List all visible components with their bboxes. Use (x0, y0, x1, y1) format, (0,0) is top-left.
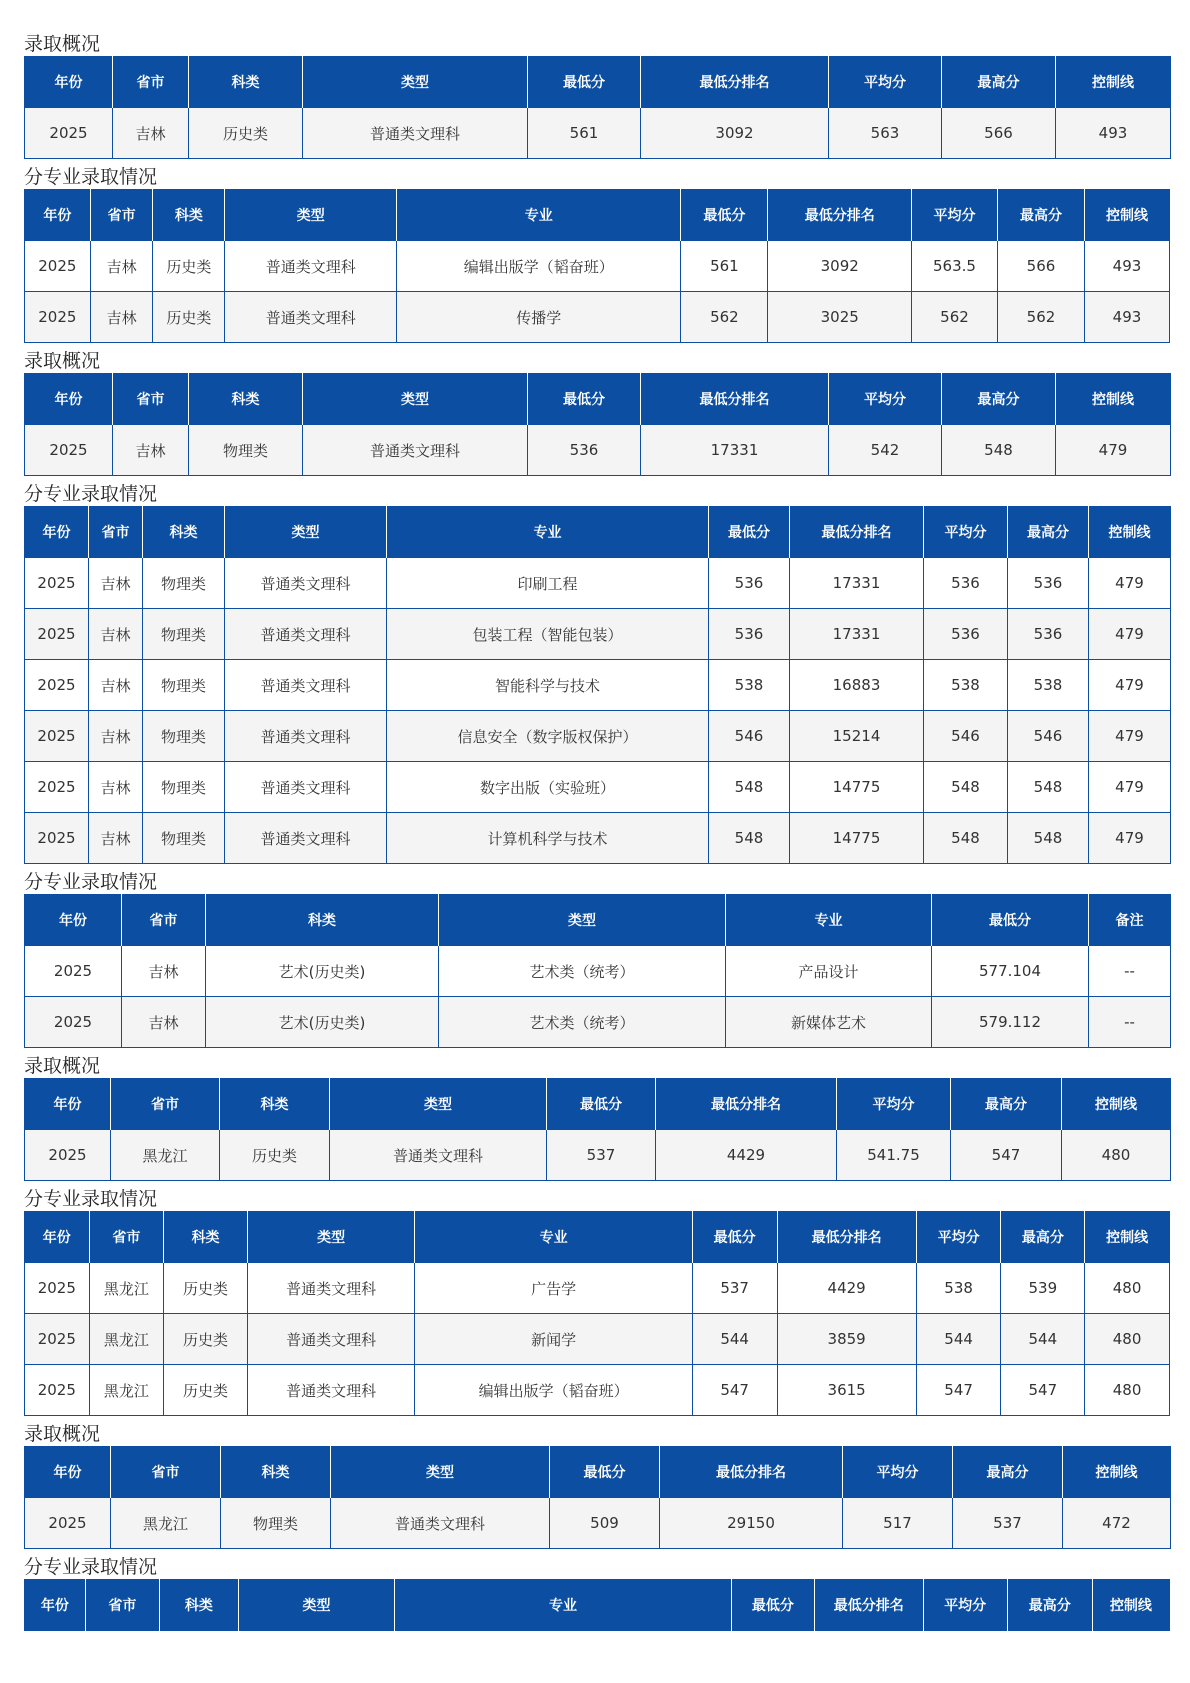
table-cell: 3025 (768, 292, 912, 343)
table-cell: 2025 (25, 1498, 111, 1549)
column-header: 平均分 (923, 1580, 1007, 1631)
table-cell: 2025 (25, 1130, 111, 1181)
table-cell: 16883 (790, 660, 924, 711)
table-cell: 物理类 (221, 1498, 331, 1549)
table-cell: 传播学 (397, 292, 681, 343)
table-header-row (25, 1212, 1170, 1263)
column-header: 省市 (85, 1580, 159, 1631)
table-cell: 艺术(历史类) (206, 997, 439, 1048)
table-cell: 包装工程（智能包装） (387, 609, 709, 660)
column-header: 专业 (726, 895, 932, 946)
table-cell: 561 (528, 108, 641, 159)
table-cell: 吉林 (89, 660, 143, 711)
table-cell: 历史类 (164, 1263, 248, 1314)
column-header: 最低分排名 (656, 1079, 837, 1130)
table-cell: 历史类 (153, 292, 225, 343)
table-cell: 479 (1089, 813, 1171, 864)
table-cell: 561 (681, 241, 768, 292)
column-header: 控制线 (1085, 1212, 1170, 1263)
table-cell: 548 (1008, 813, 1089, 864)
table-header-row (25, 895, 1171, 946)
table-cell: 2025 (25, 1263, 90, 1314)
column-header: 年份 (25, 507, 89, 558)
column-header: 控制线 (1063, 1447, 1171, 1498)
column-header: 最低分排名 (660, 1447, 843, 1498)
column-header: 最高分 (953, 1447, 1063, 1498)
table-cell: -- (1089, 946, 1171, 997)
table-cell: 547 (1001, 1365, 1085, 1416)
column-header: 平均分 (843, 1447, 953, 1498)
section-title: 分专业录取情况 (24, 1188, 158, 1210)
table-cell: 547 (916, 1365, 1001, 1416)
column-header: 最低分 (709, 507, 790, 558)
column-header: 最低分 (692, 1212, 777, 1263)
table-cell: 480 (1062, 1130, 1171, 1181)
table-cell: 新媒体艺术 (726, 997, 932, 1048)
column-header: 年份 (25, 895, 122, 946)
table-cell: 吉林 (90, 292, 153, 343)
column-header: 类型 (303, 57, 528, 108)
table-cell: 普通类文理科 (225, 292, 397, 343)
table-cell: 479 (1089, 762, 1171, 813)
table-cell: 547 (951, 1130, 1062, 1181)
table-cell: 物理类 (189, 425, 303, 476)
table-cell: 新闻学 (415, 1314, 692, 1365)
table-cell: 544 (1001, 1314, 1085, 1365)
column-header: 年份 (25, 1212, 90, 1263)
table-cell: 2025 (25, 1314, 90, 1365)
table-cell: 3092 (641, 108, 829, 159)
major-admission-table (24, 189, 1170, 343)
table-cell: 517 (843, 1498, 953, 1549)
table-cell: 472 (1063, 1498, 1171, 1549)
table-cell: 538 (916, 1263, 1001, 1314)
table-cell: 历史类 (189, 108, 303, 159)
table-cell: 493 (1084, 241, 1169, 292)
column-header: 科类 (159, 1580, 238, 1631)
column-header: 平均分 (924, 507, 1008, 558)
table-cell: 物理类 (143, 813, 225, 864)
table-cell: 577.104 (932, 946, 1089, 997)
column-header: 科类 (221, 1447, 331, 1498)
table-cell: 548 (709, 813, 790, 864)
table-cell: 2025 (25, 813, 89, 864)
table-cell: 吉林 (122, 946, 206, 997)
table-cell: 2025 (25, 762, 89, 813)
column-header: 专业 (397, 190, 681, 241)
column-header: 最高分 (1001, 1212, 1085, 1263)
column-header: 平均分 (912, 190, 998, 241)
column-header: 最低分排名 (777, 1212, 916, 1263)
column-header: 控制线 (1056, 374, 1171, 425)
column-header: 控制线 (1062, 1079, 1171, 1130)
column-header: 最高分 (1007, 1580, 1092, 1631)
table-cell: 538 (709, 660, 790, 711)
table-row (25, 425, 1171, 476)
table-cell: 数字出版（实验班） (387, 762, 709, 813)
admission-summary-table (24, 1446, 1171, 1549)
table-cell: 544 (692, 1314, 777, 1365)
table-cell: 479 (1089, 558, 1171, 609)
table-cell: 普通类文理科 (247, 1314, 414, 1365)
table-cell: 智能科学与技术 (387, 660, 709, 711)
column-header: 最低分 (528, 374, 641, 425)
table-cell: 普通类文理科 (225, 558, 387, 609)
table-cell: 物理类 (143, 609, 225, 660)
table-cell: 历史类 (164, 1365, 248, 1416)
column-header: 控制线 (1056, 57, 1171, 108)
table-row (25, 1365, 1170, 1416)
column-header: 类型 (303, 374, 528, 425)
table-row (25, 711, 1171, 762)
table-cell: 黑龙江 (89, 1263, 164, 1314)
table-header-row (25, 57, 1171, 108)
table-cell: 物理类 (143, 762, 225, 813)
section-title: 录取概况 (24, 33, 101, 55)
table-row (25, 813, 1171, 864)
column-header: 专业 (415, 1212, 692, 1263)
table-header-row (25, 1079, 1171, 1130)
table-cell: 吉林 (89, 711, 143, 762)
column-header: 省市 (111, 1079, 220, 1130)
column-header: 控制线 (1089, 507, 1171, 558)
column-header: 控制线 (1084, 190, 1169, 241)
table-cell: 562 (997, 292, 1084, 343)
table-cell: 普通类文理科 (225, 813, 387, 864)
table-cell: 493 (1084, 292, 1169, 343)
section-title: 录取概况 (24, 1423, 101, 1445)
table-cell: 538 (924, 660, 1008, 711)
table-row (25, 241, 1170, 292)
table-cell: 17331 (641, 425, 829, 476)
table-cell: 536 (1008, 558, 1089, 609)
table-header-row (25, 374, 1171, 425)
table-cell: 吉林 (113, 108, 189, 159)
column-header: 年份 (25, 374, 113, 425)
column-header: 科类 (164, 1212, 248, 1263)
table-cell: 14775 (790, 762, 924, 813)
table-cell: 493 (1056, 108, 1171, 159)
admission-summary-table (24, 373, 1171, 476)
table-header-row (25, 190, 1170, 241)
table-row (25, 108, 1171, 159)
table-cell: 吉林 (89, 762, 143, 813)
table-cell: 黑龙江 (89, 1365, 164, 1416)
table-cell: 吉林 (122, 997, 206, 1048)
table-cell: 563.5 (912, 241, 998, 292)
column-header: 科类 (189, 57, 303, 108)
table-cell: 29150 (660, 1498, 843, 1549)
table-row (25, 946, 1171, 997)
table-cell: 566 (997, 241, 1084, 292)
table-cell: 物理类 (143, 660, 225, 711)
table-cell: 17331 (790, 609, 924, 660)
table-cell: 历史类 (153, 241, 225, 292)
table-cell: 563 (829, 108, 942, 159)
column-header: 控制线 (1092, 1580, 1169, 1631)
table-cell: 黑龙江 (89, 1314, 164, 1365)
column-header: 最低分排名 (790, 507, 924, 558)
table-cell: 14775 (790, 813, 924, 864)
table-cell: 普通类文理科 (331, 1498, 550, 1549)
column-header: 最低分 (932, 895, 1089, 946)
table-row (25, 609, 1171, 660)
table-cell: 2025 (25, 660, 89, 711)
table-cell: 562 (681, 292, 768, 343)
column-header: 类型 (247, 1212, 414, 1263)
column-header: 省市 (89, 507, 143, 558)
table-row (25, 1130, 1171, 1181)
table-cell: 普通类文理科 (303, 108, 528, 159)
table-cell: 548 (924, 762, 1008, 813)
column-header: 最低分排名 (815, 1580, 924, 1631)
table-cell: 黑龙江 (111, 1130, 220, 1181)
major-admission-table (24, 1579, 1170, 1631)
table-cell: 539 (1001, 1263, 1085, 1314)
column-header: 最低分 (681, 190, 768, 241)
table-cell: 物理类 (143, 711, 225, 762)
table-cell: 546 (924, 711, 1008, 762)
table-cell: 吉林 (89, 558, 143, 609)
column-header: 省市 (89, 1212, 164, 1263)
table-cell: 吉林 (89, 813, 143, 864)
column-header: 最高分 (951, 1079, 1062, 1130)
table-cell: 536 (709, 558, 790, 609)
column-header: 省市 (113, 374, 189, 425)
column-header: 最高分 (942, 374, 1056, 425)
table-cell: 2025 (25, 241, 91, 292)
table-cell: 2025 (25, 108, 113, 159)
column-header: 年份 (25, 1079, 111, 1130)
table-row (25, 660, 1171, 711)
section-title: 分专业录取情况 (24, 1556, 158, 1578)
table-cell: 计算机科学与技术 (387, 813, 709, 864)
table-cell: 536 (709, 609, 790, 660)
column-header: 平均分 (829, 374, 942, 425)
table-cell: 艺术类（统考） (439, 997, 726, 1048)
table-cell: 479 (1089, 711, 1171, 762)
table-cell: 548 (1008, 762, 1089, 813)
table-cell: 479 (1089, 609, 1171, 660)
section-title: 分专业录取情况 (24, 871, 158, 893)
table-cell: 3092 (768, 241, 912, 292)
column-header: 平均分 (837, 1079, 951, 1130)
table-cell: 479 (1089, 660, 1171, 711)
table-cell: 479 (1056, 425, 1171, 476)
table-cell: 480 (1085, 1365, 1170, 1416)
table-cell: 编辑出版学（韬奋班） (397, 241, 681, 292)
table-cell: 542 (829, 425, 942, 476)
table-row (25, 1263, 1170, 1314)
table-cell: 566 (942, 108, 1056, 159)
table-cell: 物理类 (143, 558, 225, 609)
column-header: 最低分 (528, 57, 641, 108)
table-cell: 537 (953, 1498, 1063, 1549)
column-header: 省市 (122, 895, 206, 946)
column-header: 科类 (189, 374, 303, 425)
section-title: 录取概况 (24, 350, 101, 372)
table-cell: 537 (547, 1130, 656, 1181)
admission-summary-table (24, 1078, 1171, 1181)
table-cell: 541.75 (837, 1130, 951, 1181)
table-cell: 2025 (25, 609, 89, 660)
table-header-row (25, 1580, 1170, 1631)
table-cell: 信息安全（数字版权保护） (387, 711, 709, 762)
table-cell: 普通类文理科 (247, 1365, 414, 1416)
table-cell: 546 (1008, 711, 1089, 762)
column-header: 最低分 (547, 1079, 656, 1130)
table-cell: 艺术类（统考） (439, 946, 726, 997)
column-header: 类型 (330, 1079, 547, 1130)
table-cell: 548 (709, 762, 790, 813)
column-header: 类型 (238, 1580, 394, 1631)
table-cell: 黑龙江 (111, 1498, 221, 1549)
table-cell: 普通类文理科 (303, 425, 528, 476)
column-header: 年份 (25, 57, 113, 108)
column-header: 最低分排名 (641, 57, 829, 108)
table-cell: 编辑出版学（韬奋班） (415, 1365, 692, 1416)
column-header: 类型 (225, 507, 387, 558)
table-cell: 2025 (25, 997, 122, 1048)
table-cell: 艺术(历史类) (206, 946, 439, 997)
table-cell: 2025 (25, 1365, 90, 1416)
table-cell: 普通类文理科 (225, 762, 387, 813)
table-cell: 普通类文理科 (225, 711, 387, 762)
table-cell: 3615 (777, 1365, 916, 1416)
column-header: 年份 (25, 1580, 86, 1631)
table-cell: 537 (692, 1263, 777, 1314)
column-header: 最低分 (731, 1580, 814, 1631)
table-cell: 548 (942, 425, 1056, 476)
table-row (25, 1314, 1170, 1365)
table-cell: 普通类文理科 (225, 241, 397, 292)
table-cell: 2025 (25, 292, 91, 343)
table-cell: 536 (924, 558, 1008, 609)
column-header: 专业 (387, 507, 709, 558)
table-cell: 548 (924, 813, 1008, 864)
major-admission-table (24, 506, 1171, 864)
column-header: 最高分 (997, 190, 1084, 241)
column-header: 省市 (90, 190, 153, 241)
table-header-row (25, 1447, 1171, 1498)
table-cell: 普通类文理科 (330, 1130, 547, 1181)
table-cell: 536 (528, 425, 641, 476)
table-row (25, 292, 1170, 343)
table-cell: 547 (692, 1365, 777, 1416)
table-cell: 广告学 (415, 1263, 692, 1314)
table-cell: 546 (709, 711, 790, 762)
column-header: 省市 (113, 57, 189, 108)
table-cell: 4429 (656, 1130, 837, 1181)
section-title: 录取概况 (24, 1055, 101, 1077)
column-header: 平均分 (829, 57, 942, 108)
table-cell: 普通类文理科 (247, 1263, 414, 1314)
column-header: 类型 (331, 1447, 550, 1498)
table-cell: 2025 (25, 558, 89, 609)
table-cell: 历史类 (220, 1130, 330, 1181)
column-header: 省市 (111, 1447, 221, 1498)
table-cell: 536 (1008, 609, 1089, 660)
admission-summary-table (24, 56, 1171, 159)
table-cell: 普通类文理科 (225, 609, 387, 660)
section-title: 分专业录取情况 (24, 483, 158, 505)
table-cell: 15214 (790, 711, 924, 762)
table-cell: 509 (550, 1498, 660, 1549)
column-header: 类型 (225, 190, 397, 241)
table-cell: 17331 (790, 558, 924, 609)
art-major-admission-table (24, 894, 1171, 1048)
table-cell: 562 (912, 292, 998, 343)
table-cell: 536 (924, 609, 1008, 660)
table-cell: 2025 (25, 711, 89, 762)
table-cell: 480 (1085, 1314, 1170, 1365)
column-header: 年份 (25, 1447, 111, 1498)
column-header: 科类 (143, 507, 225, 558)
column-header: 最低分排名 (641, 374, 829, 425)
column-header: 备注 (1089, 895, 1171, 946)
table-cell: 579.112 (932, 997, 1089, 1048)
column-header: 最低分排名 (768, 190, 912, 241)
column-header: 最高分 (942, 57, 1056, 108)
table-cell: 3859 (777, 1314, 916, 1365)
table-row (25, 558, 1171, 609)
section-title: 分专业录取情况 (24, 166, 158, 188)
table-cell: -- (1089, 997, 1171, 1048)
table-cell: 历史类 (164, 1314, 248, 1365)
table-cell: 吉林 (89, 609, 143, 660)
column-header: 最高分 (1008, 507, 1089, 558)
column-header: 年份 (25, 190, 91, 241)
table-cell: 4429 (777, 1263, 916, 1314)
table-cell: 印刷工程 (387, 558, 709, 609)
table-row (25, 1498, 1171, 1549)
major-admission-table (24, 1211, 1170, 1416)
table-cell: 普通类文理科 (225, 660, 387, 711)
table-cell: 538 (1008, 660, 1089, 711)
table-header-row (25, 507, 1171, 558)
table-row (25, 762, 1171, 813)
table-cell: 产品设计 (726, 946, 932, 997)
column-header: 科类 (220, 1079, 330, 1130)
table-cell: 2025 (25, 425, 113, 476)
column-header: 最低分 (550, 1447, 660, 1498)
column-header: 专业 (395, 1580, 732, 1631)
column-header: 科类 (153, 190, 225, 241)
column-header: 类型 (439, 895, 726, 946)
table-cell: 吉林 (113, 425, 189, 476)
column-header: 科类 (206, 895, 439, 946)
table-cell: 544 (916, 1314, 1001, 1365)
admission-content (24, 32, 1170, 1637)
table-row (25, 997, 1171, 1048)
table-cell: 480 (1085, 1263, 1170, 1314)
column-header: 平均分 (916, 1212, 1001, 1263)
table-cell: 吉林 (90, 241, 153, 292)
table-cell: 2025 (25, 946, 122, 997)
